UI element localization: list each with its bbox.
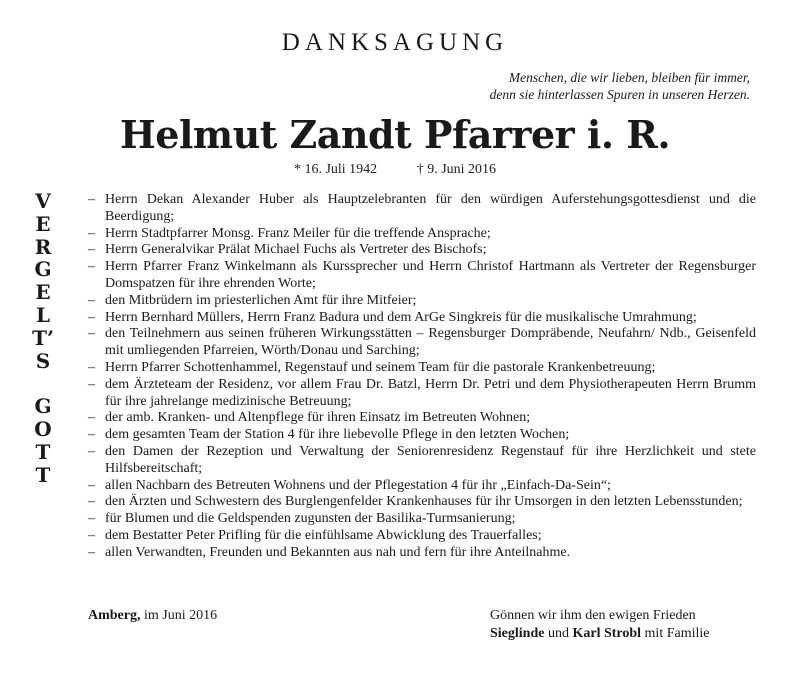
thanks-list xyxy=(88,192,756,562)
thanks-text: – allen Nachbarn des Betreuten Wohnens und der Pflegestation 4 für ihr „Einfach-Da-Sein“; xyxy=(105,477,611,493)
motto-line: denn sie hinterlassen Spuren in unseren Herzen. xyxy=(489,87,750,102)
thanks-text: – dem Ärzteteam der Residenz, vor allem Frau Dr. Batzl, Herrn Dr. Petri und dem Physiotherapeuten Herrn Brumm für ihre jahrelange medizinische Betreuung; xyxy=(105,376,756,409)
signers xyxy=(490,625,750,643)
side-letter: O xyxy=(34,416,52,441)
peace-line: Gönnen wir ihm den ewigen Frieden xyxy=(490,608,696,623)
thanks-text: – den Ärzten und Schwestern des Burglengenfelder Krankenhauses für ihr Umsorgen in den letzten Lebensstunden; xyxy=(105,494,743,510)
thanks-text: – allen Verwandten, Freunden und Bekannten aus nah und fern für ihre Anteilnahme. xyxy=(105,544,571,560)
thanks-text: – Herrn Pfarrer Franz Winkelmann als Kurssprecher und Herrn Christof Hartmann als Vertreter der Regensburger Domspatzen für ihre ehrenden Worte; xyxy=(105,259,756,291)
death-date: † 9. Juni 2016 xyxy=(416,162,497,177)
thanks-item xyxy=(88,545,756,562)
side-letter: T xyxy=(35,439,51,464)
side-letter: T xyxy=(35,462,51,487)
thanks-item xyxy=(88,310,756,327)
thanks-text: – den Mitbrüdern im priesterlichen Amt für ihre Mitfeier; xyxy=(105,292,417,308)
motto xyxy=(390,69,750,103)
side-letter: E xyxy=(35,280,51,305)
side-letter: T’ xyxy=(32,325,54,350)
thanks-text: – den Damen der Rezeption und Verwaltung der Seniorenresidenz Regenstauf für ihre Herzlichkeit und stete Hilfsbereitschaft; xyxy=(105,443,756,476)
thanks-item xyxy=(88,478,756,495)
thanks-text: – Herrn Bernhard Müllers, Herrn Franz Badura und dem ArGe Singkreis für die musikalische Umrahmung; xyxy=(105,309,697,325)
thanks-item xyxy=(88,293,756,310)
thanks-text: – Herrn Stadtpfarrer Monsg. Franz Meiler für die treffende Ansprache; xyxy=(105,225,491,241)
life-dates xyxy=(0,161,790,179)
thanks-item xyxy=(88,326,756,360)
thanks-item xyxy=(88,444,756,478)
thanks-text: – Herrn Generalvikar Prälat Michael Fuchs als Vertreter des Bischofs; xyxy=(105,242,487,258)
motto-line: Menschen, die wir lieben, bleiben für immer, xyxy=(508,70,750,85)
side-letter: G xyxy=(34,394,52,419)
side-letter: V xyxy=(35,189,51,213)
thanks-item xyxy=(88,427,756,444)
date: im Juni 2016 xyxy=(140,608,218,623)
thanks-item xyxy=(88,528,756,545)
signer-first: Sieglinde xyxy=(490,626,545,641)
heading: DANKSAGUNG xyxy=(281,29,509,56)
thanks-item xyxy=(88,377,756,411)
birth-date: * 16. Juli 1942 xyxy=(293,162,378,177)
thanks-text: – den Teilnehmern aus seinen früheren Wirkungsstätten – Regensburger Dompräbende, Neufahrn/ Ndb., Geisenfeld mit umliegenden Pfarreien, Wörth/Donau und Sarching; xyxy=(105,326,756,359)
thanks-text: – dem gesamten Team der Station 4 für ihre liebevolle Pflege in den letzten Wochen; xyxy=(105,427,570,443)
signature-block xyxy=(490,607,750,643)
side-letter: G xyxy=(34,257,52,282)
side-text-vergelts-gott xyxy=(30,190,56,486)
side-letter: L xyxy=(35,302,51,327)
thanks-item xyxy=(88,242,756,259)
thanks-text: – dem Bestatter Peter Prifling für die einfühlsame Abwicklung des Trauerfalles; xyxy=(105,527,542,543)
thanks-text: – der amb. Kranken- und Altenpflege für ihren Einsatz im Betreuten Wohnen; xyxy=(105,410,531,426)
place-date xyxy=(88,607,217,625)
thanks-item xyxy=(88,226,756,243)
signer-family: mit Familie xyxy=(641,626,710,641)
thanks-text: – Herrn Pfarrer Schottenhammel, Regenstauf und seinem Team für die pastorale Krankenbetreuung; xyxy=(105,359,656,375)
side-letter xyxy=(30,372,56,395)
side-letter: R xyxy=(34,234,52,259)
thanks-item xyxy=(88,494,756,511)
signer-and: und xyxy=(544,626,573,641)
thanks-item xyxy=(88,360,756,377)
thanks-text: – Herrn Dekan Alexander Huber als Hauptzelebranten für den würdigen Auferstehungsgottesdienst und die Beerdigung; xyxy=(105,192,756,224)
thanks-item xyxy=(88,259,756,293)
thanks-item xyxy=(88,511,756,528)
deceased-name: Helmut Zandt Pfarrer i. R. xyxy=(119,112,671,157)
signer-second: Karl Strobl xyxy=(572,626,642,641)
side-letter: S xyxy=(35,348,51,373)
place: Amberg, xyxy=(88,608,141,623)
thanks-item xyxy=(88,410,756,427)
thanks-text: – für Blumen und die Geldspenden zugunsten der Basilika-Turmsanierung; xyxy=(105,511,516,527)
thanks-item xyxy=(88,192,756,226)
side-letter: E xyxy=(35,211,51,236)
